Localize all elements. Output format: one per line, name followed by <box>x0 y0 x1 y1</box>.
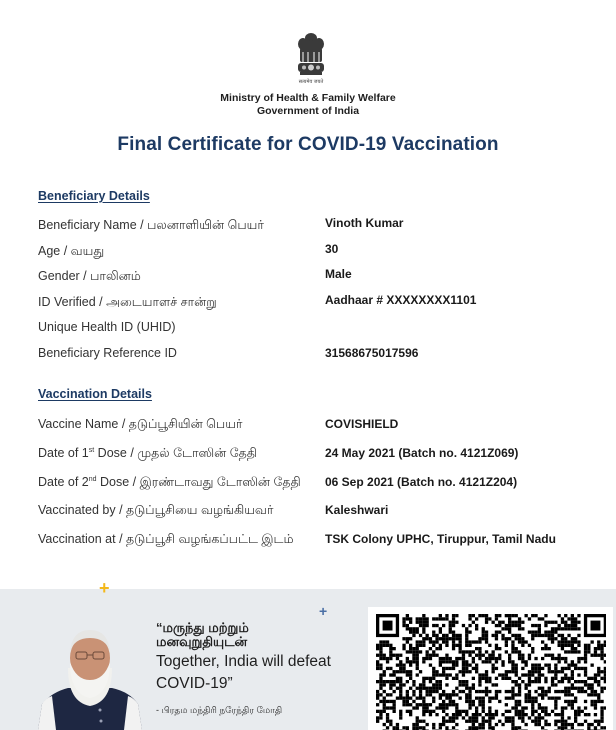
first-dose-date-value: 24 May 2021 (Batch no. 4121Z069) <box>325 446 519 460</box>
vaccination-at-value: TSK Colony UPHC, Tiruppur, Tamil Nadu <box>325 532 556 546</box>
beneficiary-details-heading: Beneficiary Details <box>38 189 150 203</box>
beneficiary-name-value: Vinoth Kumar <box>325 216 404 230</box>
first-dose-label-pre: Date of 1 <box>38 446 89 460</box>
emblem-motto: सत्यमेव जयते <box>298 79 324 85</box>
quote-tamil-line-1: “மருந்து மற்றும் <box>156 620 249 635</box>
second-dose-date-label <box>38 475 301 491</box>
sparkle-plus-icon: + <box>99 578 110 598</box>
vaccinated-by-value: Kaleshwari <box>325 503 389 517</box>
second-dose-date-value: 06 Sep 2021 (Batch no. 4121Z204) <box>325 475 518 489</box>
quote-block <box>156 621 356 717</box>
uhid-label: Unique Health ID (UHID) <box>38 320 176 334</box>
ministry-line-2: Government of India <box>256 104 360 117</box>
gender-value: Male <box>325 267 352 281</box>
first-dose-label-sup: st <box>88 447 95 454</box>
second-dose-label-post: Dose / இரண்டாவது டோஸின் தேதி <box>96 475 301 489</box>
quote-tamil-line-2: மனவுறுதியுடன் <box>156 634 248 649</box>
prime-minister-portrait <box>38 622 142 730</box>
id-verified-value: Aadhaar # XXXXXXXX1101 <box>325 293 477 307</box>
quote-english-line-1: Together, India will defeat <box>156 653 331 670</box>
vaccine-name-label: Vaccine Name / தடுப்பூசியின் பெயர் <box>38 417 243 431</box>
gender-label: Gender / பாலினம் <box>38 269 141 283</box>
first-dose-date-label <box>38 446 257 462</box>
second-dose-label-sup: nd <box>88 476 97 483</box>
certificate-title: Final Certificate for COVID-19 Vaccination <box>117 134 499 155</box>
age-label: Age / வயது <box>38 244 105 258</box>
ministry-line-1: Ministry of Health & Family Welfare <box>220 92 396 104</box>
vaccinated-by-label: Vaccinated by / தடுப்பூசியை வழங்கியவர் <box>38 503 274 517</box>
vaccination-at-label: Vaccination at / தடுப்பூசி வழங்கப்பட்ட இடம் <box>38 532 294 546</box>
second-dose-label-pre: Date of 2 <box>38 475 89 489</box>
beneficiary-name-label: Beneficiary Name / பலனாளியின் பெயர் <box>38 218 264 232</box>
id-verified-label: ID Verified / அடையாளச் சான்று <box>38 295 217 309</box>
certificate-header <box>0 0 616 125</box>
sparkle-plus-icon: + <box>319 603 328 619</box>
quote-english-line-2: COVID-19” <box>156 675 233 692</box>
qr-finder-pattern <box>584 614 606 637</box>
age-value: 30 <box>325 242 339 256</box>
vaccine-name-value: COVISHIELD <box>325 417 399 431</box>
qr-finder-pattern <box>376 614 399 637</box>
vaccination-details-heading: Vaccination Details <box>38 387 152 401</box>
ministry-name <box>0 92 616 117</box>
verification-qr-code <box>376 614 606 730</box>
beneficiary-reference-id-value: 31568675017596 <box>325 346 419 360</box>
beneficiary-reference-id-label: Beneficiary Reference ID <box>38 346 177 360</box>
quote-attribution: - பிரதம மந்திரி நரேந்திர மோதி <box>156 705 283 715</box>
first-dose-label-post: Dose / முதல் டோஸின் தேதி <box>94 446 257 460</box>
state-emblem-icon <box>293 30 329 90</box>
